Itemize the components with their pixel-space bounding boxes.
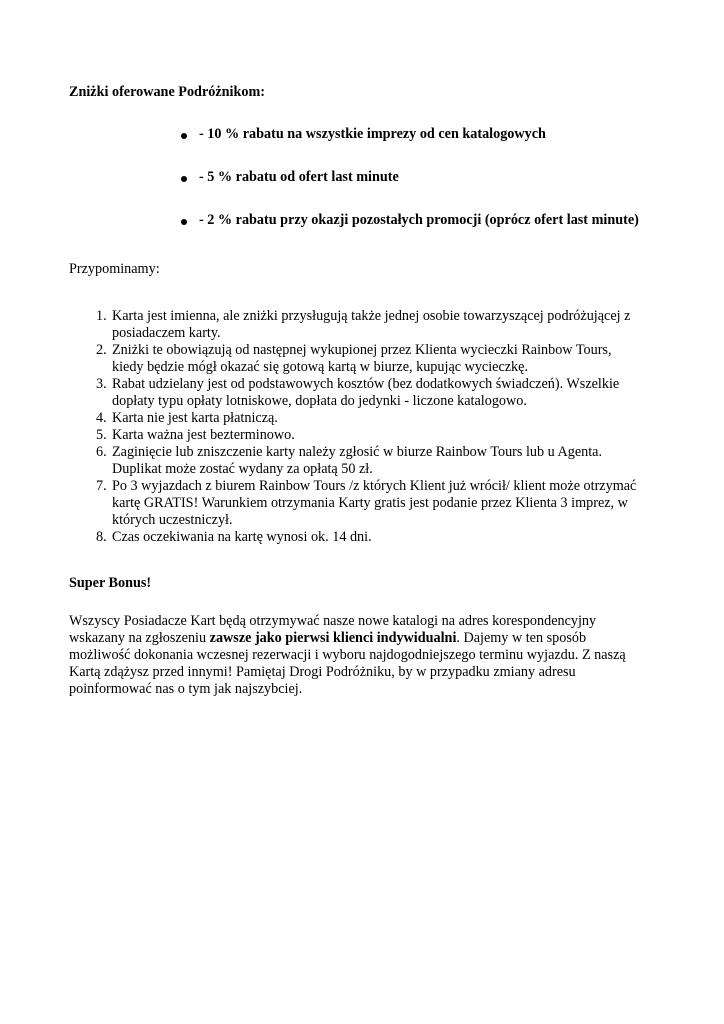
bonus-paragraph-emphasis: zawsze jako pierwsi klienci indywidualni <box>209 630 457 646</box>
discount-bullet-list <box>184 126 704 255</box>
list-item-number: 5. <box>96 427 107 443</box>
list-item-number: 2. <box>96 342 107 358</box>
list-item-line: posiadaczem karty. <box>112 325 221 341</box>
list-item-number: 3. <box>96 376 107 392</box>
list-item <box>96 308 661 342</box>
list-item <box>96 376 661 410</box>
list-item <box>96 529 661 546</box>
list-item-line: kartę GRATIS! Warunkiem otrzymania Karty gratis jest podanie przez Klienta 3 imprez, w <box>112 495 628 511</box>
list-item <box>96 427 661 444</box>
list-item-line: Czas oczekiwania na kartę wynosi ok. 14 dni. <box>112 529 372 545</box>
list-item-number: 7. <box>96 478 107 494</box>
bullet-text: - 2 % rabatu przy okazji pozostałych promocji (oprócz ofert last minute) <box>199 212 639 228</box>
bullet-item <box>184 212 704 255</box>
list-item-number: 8. <box>96 529 107 545</box>
bonus-paragraph <box>69 613 644 698</box>
bullet-item <box>184 126 704 169</box>
bullet-dot-icon <box>181 219 187 225</box>
list-item-line: których uczestniczył. <box>112 512 233 528</box>
list-item-line: Karta jest imienna, ale zniżki przysługują także jednej osobie towarzyszącej podróżującej z <box>112 308 631 324</box>
bonus-paragraph-text: Wszyscy Posiadacze Kart będą otrzymywać nasze nowe katalogi na adres korespondencyjny wskazany na zgłoszeniu <box>69 613 597 646</box>
list-item <box>96 410 661 427</box>
bullet-text: - 10 % rabatu na wszystkie imprezy od cen katalogowych <box>199 126 546 142</box>
list-item-line: Rabat udzielany jest od podstawowych kosztów (bez dodatkowych świadczeń). Wszelkie <box>112 376 620 392</box>
list-item <box>96 444 661 478</box>
list-item-line: Po 3 wyjazdach z biurem Rainbow Tours /z których Klient już wrócił/ klient może otrzymać <box>112 478 637 494</box>
reminder-numbered-list <box>96 308 661 546</box>
bonus-paragraph-text: . Dajemy w ten sposób możliwość dokonania wczesnej rezerwacji i wyboru najdogodniejszego terminu wyjazdu. Z naszą Kartą zdążysz przed innymi! Pamiętaj Drogi Podróżniku, by w przypadku zmiany adresu poinformować nas o tym jak najszybciej. <box>69 630 626 697</box>
list-item <box>96 342 661 376</box>
list-item-line: dopłaty typu opłaty lotniskowe, dopłata do jedynki - liczone katalogowo. <box>112 393 527 409</box>
bullet-dot-icon <box>181 133 187 139</box>
list-item-line: Zniżki te obowiązują od następnej wykupionej przez Klienta wycieczki Rainbow Tours, <box>112 342 612 358</box>
super-bonus-heading: Super Bonus! <box>69 575 152 591</box>
list-item-line: Karta nie jest karta płatniczą. <box>112 410 278 426</box>
list-item-line: Duplikat może zostać wydany za opłatą 50 zł. <box>112 461 373 477</box>
list-item-number: 4. <box>96 410 107 426</box>
bullet-text: - 5 % rabatu od ofert last minute <box>199 169 399 185</box>
list-item <box>96 478 661 529</box>
bullet-dot-icon <box>181 176 187 182</box>
list-item-line: kiedy będzie mógł okazać się gotową kartą w biurze, kupując wycieczkę. <box>112 359 528 375</box>
list-item-number: 6. <box>96 444 107 460</box>
list-item-line: Zaginięcie lub zniszczenie karty należy zgłosić w biurze Rainbow Tours lub u Agenta. <box>112 444 603 460</box>
reminder-label: Przypominamy: <box>69 261 160 277</box>
bullet-item <box>184 169 704 212</box>
list-item-number: 1. <box>96 308 107 324</box>
list-item-line: Karta ważna jest bezterminowo. <box>112 427 295 443</box>
discounts-heading: Zniżki oferowane Podróżnikom: <box>69 84 265 100</box>
